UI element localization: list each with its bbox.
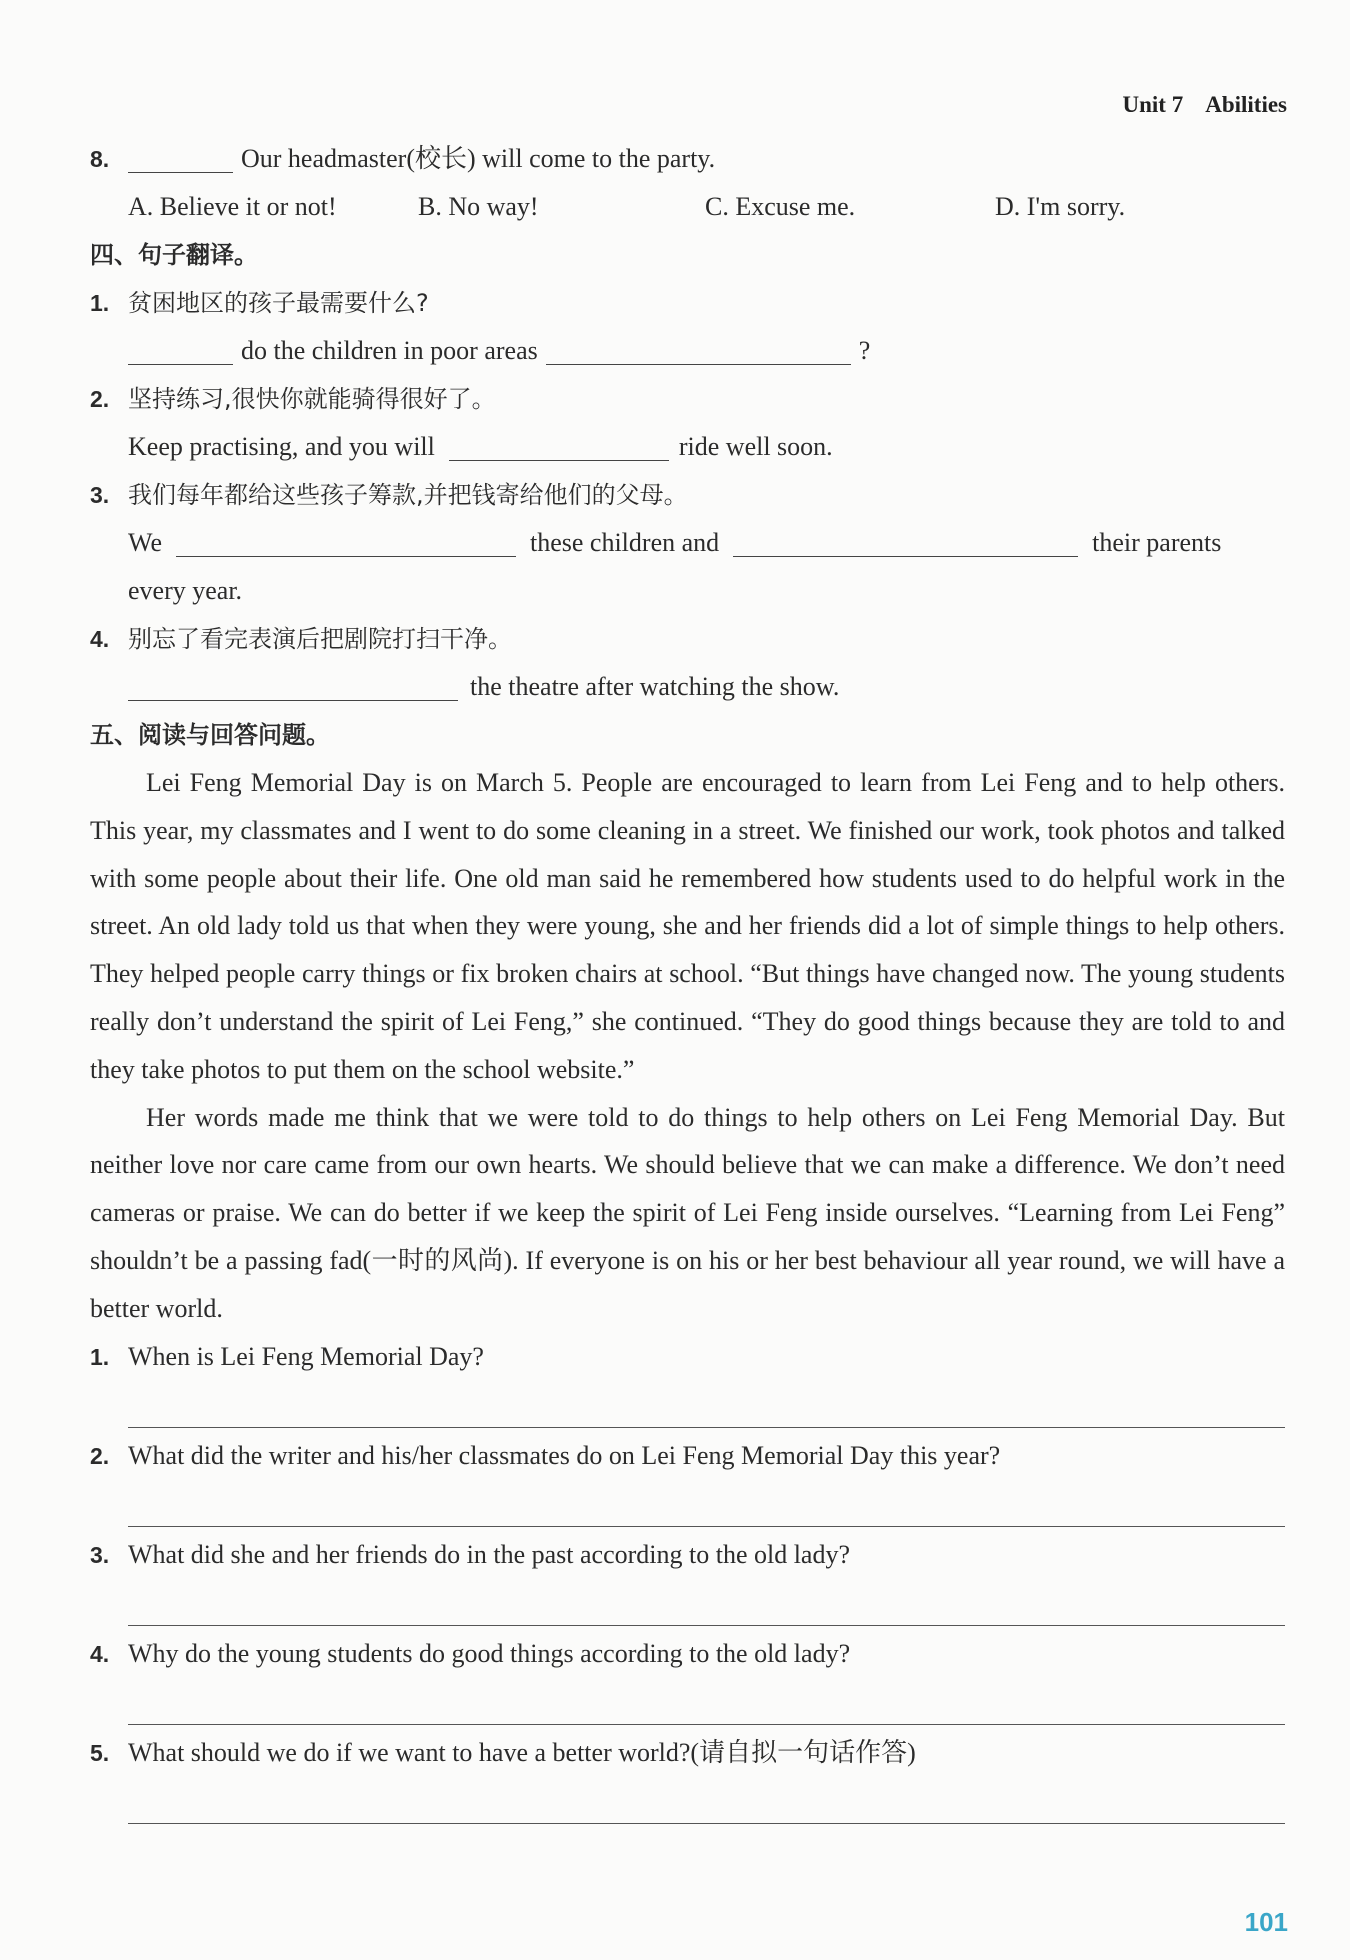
sentence-fragment: We [128, 528, 162, 557]
unit-label: Unit 7 [1122, 92, 1184, 117]
question-8-options [90, 183, 1285, 231]
page-number: 101 [1244, 1907, 1288, 1937]
option-a: A. Believe it or not! [128, 192, 337, 221]
answer-blank[interactable] [733, 526, 1078, 557]
answer-blank[interactable] [546, 334, 851, 365]
question-8 [90, 135, 1285, 183]
option-c: C. Excuse me. [705, 192, 856, 221]
question-number: 2. [90, 386, 110, 412]
section-4-title: 四、句子翻译。 [90, 241, 258, 269]
translation-1-answer [90, 327, 1285, 375]
chinese-sentence: 坚持练习,很快你就能骑得很好了。 [128, 385, 496, 413]
question-number: 4. [90, 1640, 110, 1667]
answer-blank[interactable] [128, 670, 458, 701]
option-d: D. I'm sorry. [995, 192, 1126, 221]
question-number: 2. [90, 1442, 110, 1469]
answer-line[interactable] [128, 1777, 1285, 1824]
reading-paragraph-1: Lei Feng Memorial Day is on March 5. People are encouraged to learn from Lei Feng and to help others. This year, my classmates and I went to do some cleaning in a street. We finished our work, took photos and talked with some people about their life. One old man said he remembered how students used to do helpful work in the street. An old lady told us that when they were young, she and her friends did a lot of simple things to help others. They helped people carry things or fix broken chairs at school. “But things have changed now. The young students really don’t understand the spirit of Lei Feng,” she continued. “They do good things because they are told to and they take photos to put them on the school website.” [90, 768, 1285, 1084]
question-number: 3. [90, 1541, 110, 1568]
answer-line[interactable] [128, 1579, 1285, 1626]
sentence-fragment: the theatre after watching the show. [470, 672, 840, 701]
reading-question-3 [90, 1531, 1285, 1579]
translation-3-answer [90, 519, 1285, 567]
translation-3-answer-cont [90, 567, 1285, 615]
answer-blank[interactable] [128, 334, 233, 365]
chinese-sentence: 我们每年都给这些孩子筹款,并把钱寄给他们的父母。 [128, 481, 688, 509]
sentence-fragment: their parents [1092, 528, 1222, 557]
reading-question-4 [90, 1630, 1285, 1678]
reading-question-2 [90, 1432, 1285, 1480]
translation-4-prompt [90, 615, 1285, 663]
chinese-sentence: 别忘了看完表演后把剧院打扫干净。 [128, 625, 512, 653]
sentence-fragment: ? [858, 336, 871, 365]
answer-blank[interactable] [176, 526, 516, 557]
translation-3-prompt [90, 471, 1285, 519]
translation-2-answer [90, 423, 1285, 471]
question-number: 1. [90, 290, 110, 316]
question-text: What should we do if we want to have a better world?(请自拟一句话作答) [128, 1737, 916, 1767]
question-number: 5. [90, 1739, 110, 1766]
question-text: Why do the young students do good things according to the old lady? [128, 1638, 851, 1668]
question-text: Our headmaster(校长) will come to the party. [241, 144, 716, 173]
reading-question-5 [90, 1729, 1285, 1777]
page-header [1123, 92, 1287, 118]
chinese-sentence: 贫困地区的孩子最需要什么? [128, 289, 429, 317]
question-number: 8. [90, 146, 110, 172]
sentence-fragment: these children and [530, 528, 720, 557]
option-b: B. No way! [418, 192, 539, 221]
sentence-fragment: every year. [128, 576, 243, 605]
answer-line[interactable] [128, 1480, 1285, 1527]
sentence-fragment: Keep practising, and you will [128, 432, 435, 461]
answer-blank[interactable] [128, 142, 233, 173]
sentence-fragment: do the children in poor areas [241, 336, 538, 365]
question-text: What did she and her friends do in the past according to the old lady? [128, 1539, 851, 1569]
question-text: What did the writer and his/her classmates do on Lei Feng Memorial Day this year? [128, 1440, 1001, 1470]
reading-question-1 [90, 1333, 1285, 1381]
question-number: 1. [90, 1343, 110, 1370]
question-number: 3. [90, 482, 110, 508]
reading-paragraph-2: Her words made me think that we were told to do things to help others on Lei Feng Memorial Day. But neither love nor care came from our own hearts. We should believe that we can make a difference. We don’t need cameras or praise. We can do better if we keep the spirit of Lei Feng inside ourselves. “Learning from Lei Feng” shouldn’t be a passing fad(一时的风尚). If everyone is on his or her best behaviour all year round, we will have a better world. [90, 1102, 1285, 1323]
translation-2-prompt [90, 375, 1285, 423]
translation-4-answer [90, 663, 1285, 711]
answer-blank[interactable] [449, 430, 669, 461]
section-5-title: 五、阅读与回答问题。 [90, 721, 330, 749]
answer-line[interactable] [128, 1381, 1285, 1428]
sentence-fragment: ride well soon. [678, 432, 833, 461]
unit-title: Abilities [1205, 92, 1287, 117]
answer-line[interactable] [128, 1678, 1285, 1725]
question-number: 4. [90, 626, 110, 652]
question-text: When is Lei Feng Memorial Day? [128, 1341, 484, 1371]
translation-1-prompt [90, 279, 1285, 327]
page-content [90, 135, 1285, 1828]
